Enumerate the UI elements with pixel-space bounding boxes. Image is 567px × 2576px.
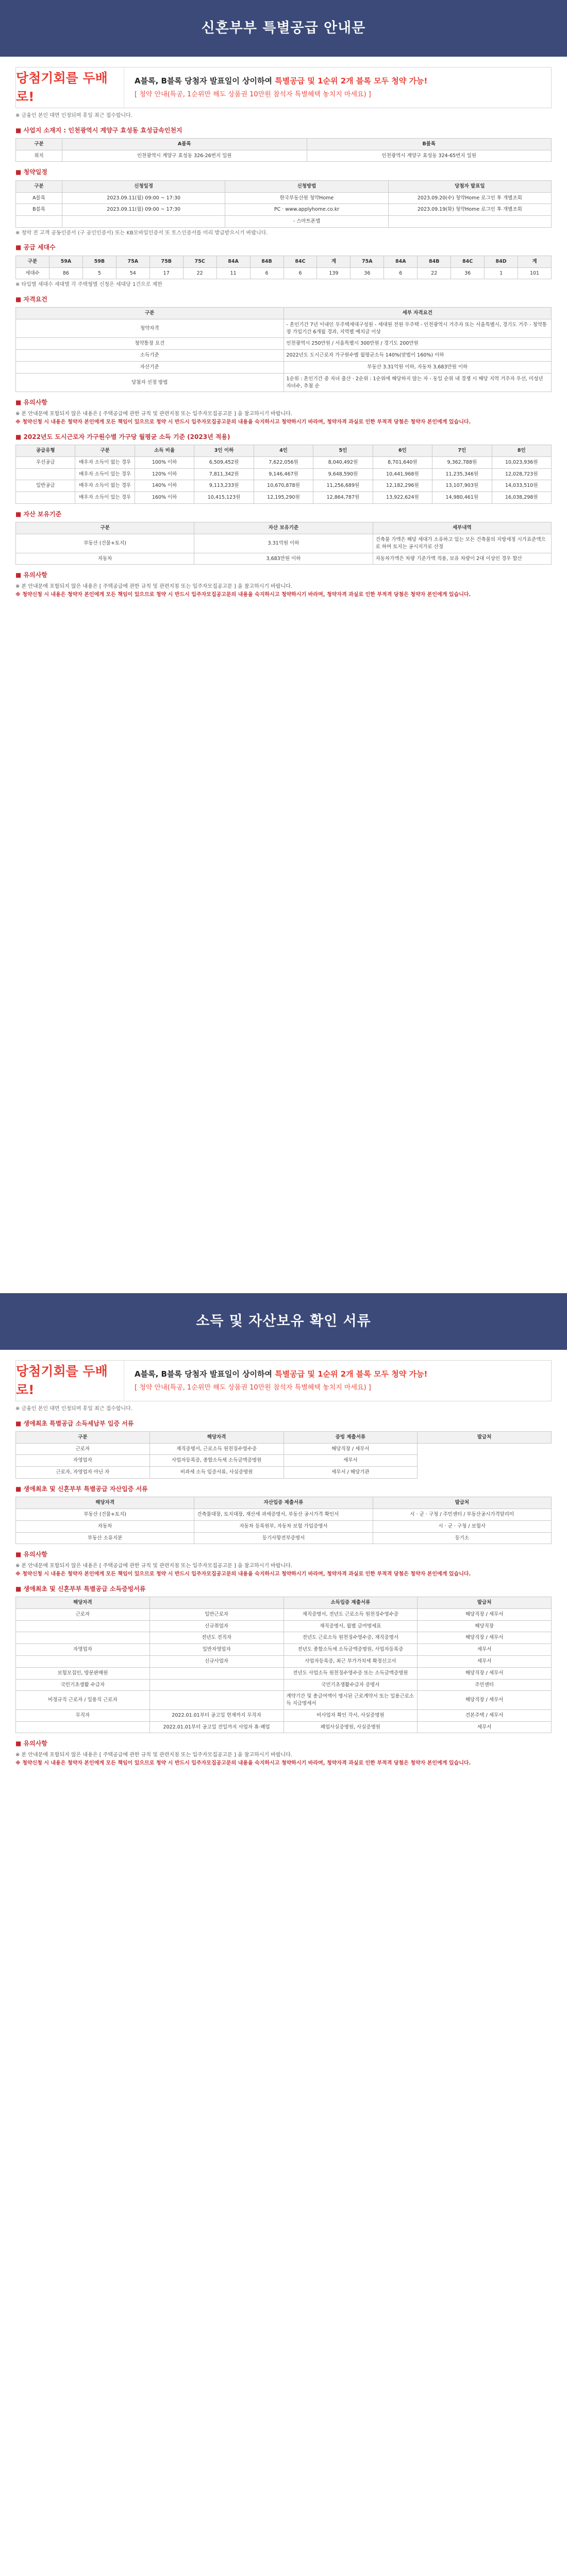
table-cell: 17 — [149, 267, 183, 279]
table-header: 구분 — [16, 308, 284, 319]
hero-line2-2: [ 청약 안내(특공, 1순위만 해도 상품권 10만원 참석자 특별혜택 놓치지 마세요) ] — [135, 1383, 371, 1392]
table-header: 계 — [518, 256, 552, 267]
table-cell: 140% 이하 — [135, 480, 194, 492]
table-cell: 계약기간 및 총급여액이 명시된 근로계약서 또는 일용근로소득 지급명세서 — [284, 1691, 418, 1710]
table-header: 구분 — [16, 522, 194, 534]
table-cell: 11,256,689원 — [313, 480, 373, 492]
table-cell: 12,028,723원 — [492, 468, 552, 480]
table-cell: 139 — [317, 267, 351, 279]
table-row — [16, 319, 552, 338]
table-cell — [16, 1632, 150, 1644]
table-row — [16, 468, 552, 480]
table-cell: 주민센터 — [418, 1679, 552, 1691]
table-cell: 3.31억원 이하 — [194, 534, 373, 553]
table-header: 8인 — [492, 445, 552, 457]
table-cell: 14,033,510원 — [492, 480, 552, 492]
table-header: 세부 자격요건 — [284, 308, 552, 319]
banner-title-1: 신혼부부 특별공급 안내문 — [201, 20, 366, 37]
table-row — [16, 1509, 552, 1521]
hero-left-1 — [16, 67, 124, 108]
table-cell: 9,362,788원 — [432, 456, 492, 468]
table-cell: 120% 이하 — [135, 468, 194, 480]
table-header: 발급처 — [418, 1597, 552, 1609]
table-header: 계 — [317, 256, 351, 267]
table-cell: 청약통장 요건 — [16, 338, 284, 350]
table-header: 소득입증 제출서류 — [284, 1597, 418, 1609]
supply-title: ■ 공급 세대수 — [15, 243, 552, 252]
table-header: 84A — [384, 256, 418, 267]
table-cell: 일반공급 — [16, 480, 75, 492]
hero-left-2 — [16, 1361, 124, 1401]
table-cell: - 혼인기간 7년 이내인 무주택세대구성원 - 세대원 전원 무주택 - 인천광역시 거주자 또는 서울특별시, 경기도 거주 - 청약통장 가입기간 6개월 경과, 지역별 예치금 이상 — [284, 319, 552, 338]
table-row — [16, 492, 552, 504]
table-cell: 54 — [116, 267, 149, 279]
note: ※ 금융인 본인 대면 인정되며 휴일 최근 접수합니다. — [15, 113, 133, 118]
table-header: 발급처 — [418, 1431, 552, 1443]
table-cell: 3,683만원 이하 — [194, 553, 373, 565]
table-cell: 12,864,787원 — [313, 492, 373, 504]
table-row — [16, 267, 552, 279]
table-cell: 16,038,298원 — [492, 492, 552, 504]
hero-headline: 당첨기회를 두배로! — [16, 70, 108, 104]
table-row — [16, 1679, 552, 1691]
table-cell: 22 — [418, 267, 451, 279]
table-cell: 소득기준 — [16, 350, 284, 362]
supply-table — [15, 256, 552, 280]
table-cell: 비사업자 확인 각서, 사실증명원 — [284, 1709, 418, 1721]
table-cell: 8,040,492원 — [313, 456, 373, 468]
table-cell: 14,980,461원 — [432, 492, 492, 504]
table-row — [16, 1608, 552, 1620]
table-cell: 6 — [284, 267, 317, 279]
table-cell: 신규취업자 — [149, 1620, 284, 1632]
table-cell: 등기사항전부증명서 — [194, 1532, 373, 1544]
table-row — [16, 1667, 552, 1679]
table-header: 3인 이하 — [194, 445, 254, 457]
table-cell: 국민기초생활 수급자 — [16, 1679, 150, 1691]
table-header: 84B — [250, 256, 284, 267]
table-cell: 해당직장 / 세무서 — [284, 1443, 418, 1455]
table-cell: 해당직장 / 세무서 — [418, 1608, 552, 1620]
table-row — [16, 1443, 552, 1455]
table-cell: 해당직장 — [418, 1620, 552, 1632]
table-header: 75A — [351, 256, 384, 267]
caution-list-3: ※ 본 안내문에 포함되지 않은 내용은 [ 주택공급에 관한 규칙 및 관련지침 또는 입주자모집공고문 ] 을 참고하시기 바랍니다. ※ 청약신청 시 내용은 청약자 본인에게 모든 책임이 있으므로 청약 시 반드시 입주자모집공고문의 내용을 숙지하시고 청약하시기 바라며, 청약자격 과실로 인한 부적격 당첨은 청약자 본인에게 있습니다. — [15, 1563, 471, 1578]
table-row — [16, 1721, 552, 1733]
table-cell: 86 — [49, 267, 82, 279]
table-cell: 36 — [451, 267, 485, 279]
table-cell: 7,811,342원 — [194, 468, 254, 480]
table-header: 59B — [82, 256, 116, 267]
banner-1 — [0, 0, 567, 57]
asset-title: ■ 자산 보유기준 — [15, 510, 552, 519]
supply-note: ※ 타입별 세대수 세대별 각 주택형별 신청은 세대당 1건으로 제한 — [15, 282, 162, 288]
table-cell: 자영업자 — [16, 1455, 150, 1467]
site-table: 구분 A블록 B블록 위치 인천광역시 계양구 효성동 326-26번지 일원 인천광역시 계양구 효성동 324-65번지 일원 — [15, 138, 552, 162]
table-row — [16, 1620, 552, 1632]
table-cell: 인천광역시 250만원 / 서울특별시 300만원 / 경기도 200만원 — [284, 338, 552, 350]
table-row — [16, 480, 552, 492]
table-row — [16, 1691, 552, 1710]
table-header: 84A — [216, 256, 250, 267]
table-header: 84C — [451, 256, 485, 267]
table-cell: 당첨자 선정 방법 — [16, 373, 284, 392]
table-cell: 근로자 — [16, 1443, 150, 1455]
banner-title-2: 소득 및 자산보유 확인 서류 — [196, 1313, 371, 1330]
table-header: 해당자격 — [16, 1597, 150, 1609]
table-cell: 22 — [183, 267, 216, 279]
table-header: 4인 — [254, 445, 313, 457]
table-cell — [16, 468, 75, 480]
table-cell: 전년도 사업소득 원천징수영수증 또는 소득금액증명원 — [284, 1667, 418, 1679]
table-header: 84D — [485, 256, 518, 267]
table-row — [16, 338, 552, 350]
table-header: 구분 — [16, 256, 49, 267]
table-cell: 6,509,452원 — [194, 456, 254, 468]
table-cell: 5 — [82, 267, 116, 279]
hero-headline-2: 당첨기회를 두배로! — [16, 1363, 108, 1397]
table-header: 84C — [284, 256, 317, 267]
table-cell: 10,670,878원 — [254, 480, 313, 492]
income-table — [15, 445, 552, 504]
table-cell: 시 · 군 · 구청 / 주민센터 / 부동산공시가격알리미 — [373, 1509, 551, 1521]
table-cell: 건축물 가액은 해당 세대가 소유하고 있는 모든 건축물의 지방세정 시가표준액으로 하며 토지는 공시지가로 산정 — [373, 534, 551, 553]
table-cell: 세무서 / 해당기관 — [284, 1467, 418, 1479]
table-row — [16, 373, 552, 392]
qualification-table — [15, 307, 552, 392]
table-cell: 12,182,296원 — [373, 480, 432, 492]
table-cell: 101 — [518, 267, 552, 279]
income-proof-table — [15, 1431, 552, 1479]
table-cell: 전년도 근로소득 원천징수영수증, 재직증명서 — [284, 1632, 418, 1644]
table-cell: 전년도 종합소득세 소득금액증명원, 사업자등록증 — [284, 1644, 418, 1656]
table-cell: 세무서 — [418, 1721, 552, 1733]
table-cell: 근로자, 자영업자 아닌 자 — [16, 1467, 150, 1479]
table-header: 구분 — [16, 1431, 150, 1443]
table-row — [16, 456, 552, 468]
hero-line1-2: A블록, B블록 당첨자 발표일이 상이하여 특별공급 및 1순위 2개 블록 모두 청약 가능! — [135, 1369, 428, 1379]
table-row — [16, 1520, 552, 1532]
table-cell: 자동차 등록원부, 자동차 보험 가입증명서 — [194, 1520, 373, 1532]
hero-right-2 — [124, 1361, 551, 1401]
table-cell: 10,415,123원 — [194, 492, 254, 504]
caution-list-4: ※ 본 안내문에 포함되지 않은 내용은 [ 주택공급에 관한 규칙 및 관련지침 또는 입주자모집공고문 ] 을 참고하시기 바랍니다. ※ 청약신청 시 내용은 청약자 본인에게 모든 책임이 있으므로 청약 시 반드시 입주자모집공고문의 내용을 숙지하시고 청약하시기 바라며, 청약자격 과실로 인한 부적격 당첨은 청약자 본인에게 있습니다. — [15, 1752, 471, 1767]
table-cell: 2022.01.01부터 공고일 현재까지 무직자 — [149, 1709, 284, 1721]
table-cell: 자동차 — [16, 553, 194, 565]
income-title: ■ 2022년도 도시근로자 가구원수별 가구당 월평균 소득 기준 (2023년 적용) — [15, 433, 552, 442]
table-cell: 6 — [384, 267, 418, 279]
table-header: 자산입증 제출서류 — [194, 1497, 373, 1509]
table-cell: 11,235,346원 — [432, 468, 492, 480]
table-cell: 세무서 — [284, 1455, 418, 1467]
table2-title: ■ 생애최초 및 신혼부부 특별공급 자산입증 서류 — [15, 1485, 552, 1494]
table-cell: 우선공급 — [16, 456, 75, 468]
table-cell: 견본주택 / 세무서 — [418, 1709, 552, 1721]
table-header: 5인 — [313, 445, 373, 457]
table-cell: 세무서 — [418, 1644, 552, 1656]
table-cell: 11 — [216, 267, 250, 279]
table-cell: 2022.01.01부터 공고일 전일까지 사업자 휴·폐업 — [149, 1721, 284, 1733]
table-cell: 전년도 전직자 — [149, 1632, 284, 1644]
table-header: 75B — [149, 256, 183, 267]
table-row — [16, 350, 552, 362]
table-cell: 등기소 — [373, 1532, 551, 1544]
table-cell: 세무서 — [418, 1656, 552, 1668]
table-header: 발급처 — [373, 1497, 551, 1509]
table-row — [16, 1709, 552, 1721]
table-header — [149, 1597, 284, 1609]
table-cell: 일반자영업자 — [149, 1644, 284, 1656]
asset-table — [15, 522, 552, 565]
table-cell: 부동산 소유지분 — [16, 1532, 194, 1544]
caution-title-2: ■ 유의사항 — [15, 571, 552, 580]
table-row — [16, 534, 552, 553]
table-row — [16, 1656, 552, 1668]
table-header: 59A — [49, 256, 82, 267]
table-cell: 자동차 — [16, 1520, 194, 1532]
table-row — [16, 1467, 552, 1479]
table-cell: 세대수 — [16, 267, 49, 279]
schedule-table: 구분 신청일정 신청방법 당첨자 발표일 A블록 2023.09.11(월) 09:00 ~ 17:30 한국부동산원 청약Home 2023.09.20(수) 청약Home 로그인 후 개별조회 B블록 2023.09.11(월) 09:00 ~ 17:30 PC · www.applyhome.co.kr 2023.09.19(화) 청약Home 로그인 후 개별조회 - 스마트폰앱 — [15, 180, 552, 228]
table-cell: 자영업자 — [16, 1644, 150, 1656]
table-header: 자산 보유기준 — [194, 522, 373, 534]
table-cell — [149, 1691, 284, 1710]
table-cell: 일반근로자 — [149, 1608, 284, 1620]
table-cell: 13,922,624원 — [373, 492, 432, 504]
qualification-title: ■ 자격요건 — [15, 295, 552, 304]
table-cell: 보험모집인, 방문판매원 — [16, 1667, 150, 1679]
table-cell: 국민기초생활수급자 증명서 — [284, 1679, 418, 1691]
table-header: 6인 — [373, 445, 432, 457]
table3-title: ■ 생애최초 및 신혼부부 특별공급 소득증빙서류 — [15, 1585, 552, 1594]
table-cell: 건축물대장, 토지대장, 재산세 과세증명서, 부동산 공시가격 확인서 — [194, 1509, 373, 1521]
table-cell: 9,113,233원 — [194, 480, 254, 492]
table-cell: 해당직장 / 세무서 — [418, 1691, 552, 1710]
hero-right-1 — [124, 67, 551, 108]
table-cell — [149, 1667, 284, 1679]
table-cell — [149, 1679, 284, 1691]
table-cell: 160% 이하 — [135, 492, 194, 504]
asset-proof-table — [15, 1497, 552, 1544]
hero-box-2 — [15, 1360, 552, 1401]
table-cell: 7,622,056원 — [254, 456, 313, 468]
table-cell: 9,648,590원 — [313, 468, 373, 480]
table-cell — [16, 492, 75, 504]
caution-title-4: ■ 유의사항 — [15, 1739, 552, 1748]
table-cell: 10,441,968원 — [373, 468, 432, 480]
table-row — [16, 553, 552, 565]
note-2: ※ 금융인 본인 대면 인정되며 휴일 최근 접수합니다. — [15, 1406, 133, 1412]
table-row — [16, 362, 552, 374]
table-cell: 36 — [351, 267, 384, 279]
table-cell — [16, 1620, 150, 1632]
table-cell: 청약자격 — [16, 319, 284, 338]
table-header: 해당자격 — [16, 1497, 194, 1509]
table-cell: 부동산 (건물+토지) — [16, 534, 194, 553]
table-cell: 비정규직 근로자 / 일용직 근로자 — [16, 1691, 150, 1710]
table-cell: 10,023,936원 — [492, 456, 552, 468]
table-cell: 비과세 소득 입증서류, 사실증명원 — [149, 1467, 284, 1479]
table-header: 소득 비율 — [135, 445, 194, 457]
site-title: ■ 사업지 소재지 : 인천광역시 계양구 효성동 효성급속인천지 — [15, 126, 552, 135]
hero-line2: [ 청약 안내(특공, 1순위만 해도 상품권 10만원 참석자 특별혜택 놓치지 마세요) ] — [135, 90, 371, 98]
table-cell: 사업자등록증, 종합소득세 소득금액증명원 — [149, 1455, 284, 1467]
income-document-table — [15, 1597, 552, 1733]
table-cell: 재직증명서, 전년도 근로소득 원천징수영수증 — [284, 1608, 418, 1620]
schedule-note: ※ 청약 전 고객 공동인증서 (구 공인인증서) 또는 KB모바일인증서 또 토스인증서를 미리 발급받으시기 바랍니다. — [15, 230, 268, 236]
schedule-title: ■ 청약일정 — [15, 168, 552, 177]
table-row — [16, 1632, 552, 1644]
table-cell: 무직자 — [16, 1709, 150, 1721]
table-cell: 해당직장 / 세무서 — [418, 1667, 552, 1679]
table-cell: 배우자 소득이 있는 경우 — [75, 468, 135, 480]
table-cell: 6 — [250, 267, 284, 279]
table-cell: 2022년도 도시근로자 가구원수별 월평균소득 140%(맞벌이 160%) 이하 — [284, 350, 552, 362]
table-cell: 배우자 소득이 없는 경우 — [75, 456, 135, 468]
caution-title-1: ■ 유의사항 — [15, 398, 552, 407]
section-1 — [0, 57, 567, 1278]
table-cell: 9,146,467원 — [254, 468, 313, 480]
table-header: 세부내역 — [373, 522, 551, 534]
table-header: 84B — [418, 256, 451, 267]
table-cell: 배우자 소득이 있는 경우 — [75, 492, 135, 504]
table-header: 공급유형 — [16, 445, 75, 457]
table-cell: 배우자 소득이 없는 경우 — [75, 480, 135, 492]
caution-title-3: ■ 유의사항 — [15, 1550, 552, 1559]
caution-list-1: ※ 본 안내문에 포함되지 않은 내용은 [ 주택공급에 관한 규칙 및 관련지침 또는 입주자모집공고문 ] 을 참고하시기 바랍니다. ※ 청약신청 시 내용은 청약자 본인에게 모든 책임이 있으므로 청약 시 반드시 입주자모집공고문의 내용을 숙지하시고 청약하시기 바라며, 청약자격 과실로 인한 부적격 당첨은 청약자 본인에게 있습니다. — [15, 411, 471, 426]
table-cell: 부동산 3.31억원 이하, 자동차 3,683만원 이하 — [284, 362, 552, 374]
table-header: 7인 — [432, 445, 492, 457]
table-cell: 사업자등록증, 최근 부가가치세 확정신고서 — [284, 1656, 418, 1668]
table-cell: 100% 이하 — [135, 456, 194, 468]
table-cell: 자동차가액은 차량 기준가액 적용, 보유 차량이 2대 이상인 경우 합산 — [373, 553, 551, 565]
table-cell: 재직증명서, 근로소득 원천징수영수증 — [149, 1443, 284, 1455]
table-cell: 1순위 : 혼인기간 중 자녀 출산 · 2순위 : 1순위에 해당하지 않는 자 - 동일 순위 내 경쟁 시 해당 지역 거주자 우선, 미성년 자녀수, 추첨 순 — [284, 373, 552, 392]
table-header: 75C — [183, 256, 216, 267]
table-cell: 신규사업자 — [149, 1656, 284, 1668]
table-header: 구분 — [75, 445, 135, 457]
hero-box-1 — [15, 67, 552, 108]
table-cell — [16, 1721, 150, 1733]
table-row — [16, 1455, 552, 1467]
table-cell: 자산기준 — [16, 362, 284, 374]
table-cell: 12,195,290원 — [254, 492, 313, 504]
table-row — [16, 1532, 552, 1544]
hero-line1: A블록, B블록 당첨자 발표일이 상이하여 특별공급 및 1순위 2개 블록 모두 청약 가능! — [135, 76, 428, 86]
table-cell: 13,107,903원 — [432, 480, 492, 492]
table-cell: 해당직장 / 세무서 — [418, 1632, 552, 1644]
table-header: 해당자격 — [149, 1431, 284, 1443]
banner-2 — [0, 1293, 567, 1350]
table-cell: 8,701,640원 — [373, 456, 432, 468]
section-2 — [0, 1350, 567, 2576]
table-cell — [16, 1656, 150, 1668]
table-cell: 근로자 — [16, 1608, 150, 1620]
table-row — [16, 1644, 552, 1656]
table-cell: 폐업사실증명원, 사실증명원 — [284, 1721, 418, 1733]
table-cell: 시 · 군 · 구청 / 보험사 — [373, 1520, 551, 1532]
table-cell: 재직증명서, 월별 급여명세표 — [284, 1620, 418, 1632]
table-cell: 1 — [485, 267, 518, 279]
table-header: 증빙 제출서류 — [284, 1431, 418, 1443]
table-header: 75A — [116, 256, 149, 267]
table1-title: ■ 생애최초 특별공급 소득세납부 입증 서류 — [15, 1419, 552, 1428]
table-cell: 부동산 (건물+토지) — [16, 1509, 194, 1521]
caution-list-2: ※ 본 안내문에 포함되지 않은 내용은 [ 주택공급에 관한 규칙 및 관련지침 또는 입주자모집공고문 ] 을 참고하시기 바랍니다. ※ 청약신청 시 내용은 청약자 본인에게 모든 책임이 있으므로 청약 시 반드시 입주자모집공고문의 내용을 숙지하시고 청약하시기 바라며, 청약자격 과실로 인한 부적격 당첨은 청약자 본인에게 있습니다. — [15, 583, 471, 598]
